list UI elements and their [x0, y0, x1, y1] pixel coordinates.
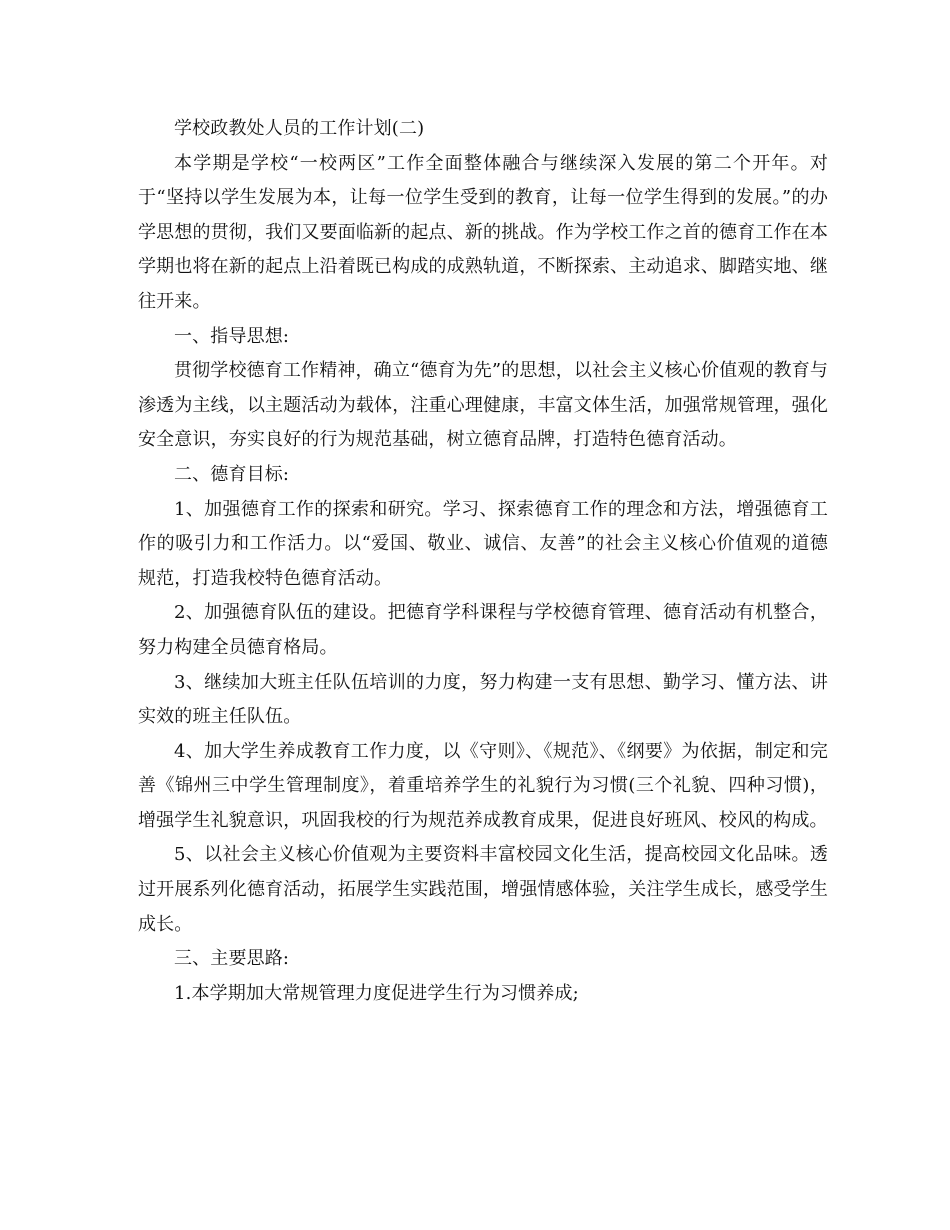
paragraph-goal-3: 3、继续加大班主任队伍培训的力度，努力构建一支有思想、勤学习、懂方法、讲实效的班主任队伍。	[138, 671, 828, 728]
heading-main-ideas: 三、主要思路:	[174, 948, 290, 970]
heading-guiding-ideology: 一、指导思想:	[174, 325, 290, 347]
paragraph-guiding-ideology: 贯彻学校德育工作精神，确立“德育为先”的思想，以社会主义核心价值观的教育与渗透为主线，以主题活动为载体，注重心理健康，丰富文体生活，加强常规管理，强化安全意识，夯实良好的行为规范基础，树立德育品牌，打造特色德育活动。	[138, 360, 828, 451]
paragraph-idea-1: 1.本学期加大常规管理力度促进学生行为习惯养成;	[174, 982, 579, 1004]
paragraph-goal-1: 1、加强德育工作的探索和研究。学习、探索德育工作的理念和方法，增强德育工作的吸引力和工作活力。以“爱国、敬业、诚信、友善”的社会主义核心价值观的道德规范，打造我校特色德育活动。	[138, 498, 828, 589]
paragraph-goal-5: 5、以社会主义核心价值观为主要资料丰富校园文化生活，提高校园文化品味。透过开展系列化德育活动，拓展学生实践范围，增强情感体验，关注学生成长，感受学生成长。	[138, 844, 828, 935]
paragraph-intro: 本学期是学校“一校两区”工作全面整体融合与继续深入发展的第二个开年。对于“坚持以学生发展为本，让每一位学生受到的教育，让每一位学生得到的发展。”的办学思想的贯彻，我们又要面临新的起点、新的挑战。作为学校工作之首的德育工作在本学期也将在新的起点上沿着既已构成的成熟轨道，不断探索、主动追求、脚踏实地、继往开来。	[138, 152, 828, 312]
document-body	[138, 112, 828, 1011]
paragraph-goal-2: 2、加强德育队伍的建设。把德育学科课程与学校德育管理、德育活动有机整合，努力构建全员德育格局。	[138, 602, 828, 658]
heading-moral-goals: 二、德育目标:	[174, 463, 290, 485]
paragraph-goal-4: 4、加大学生养成教育工作力度，以《守则》、《规范》、《纲要》为依据，制定和完善《锦州三中学生管理制度》，着重培养学生的礼貌行为习惯(三个礼貌、四种习惯)，增强学生礼貌意识，巩固我校的行为规范养成教育成果，促进良好班风、校风的构成。	[138, 740, 828, 831]
document-title: 学校政教处人员的工作计划(二)	[174, 118, 425, 139]
